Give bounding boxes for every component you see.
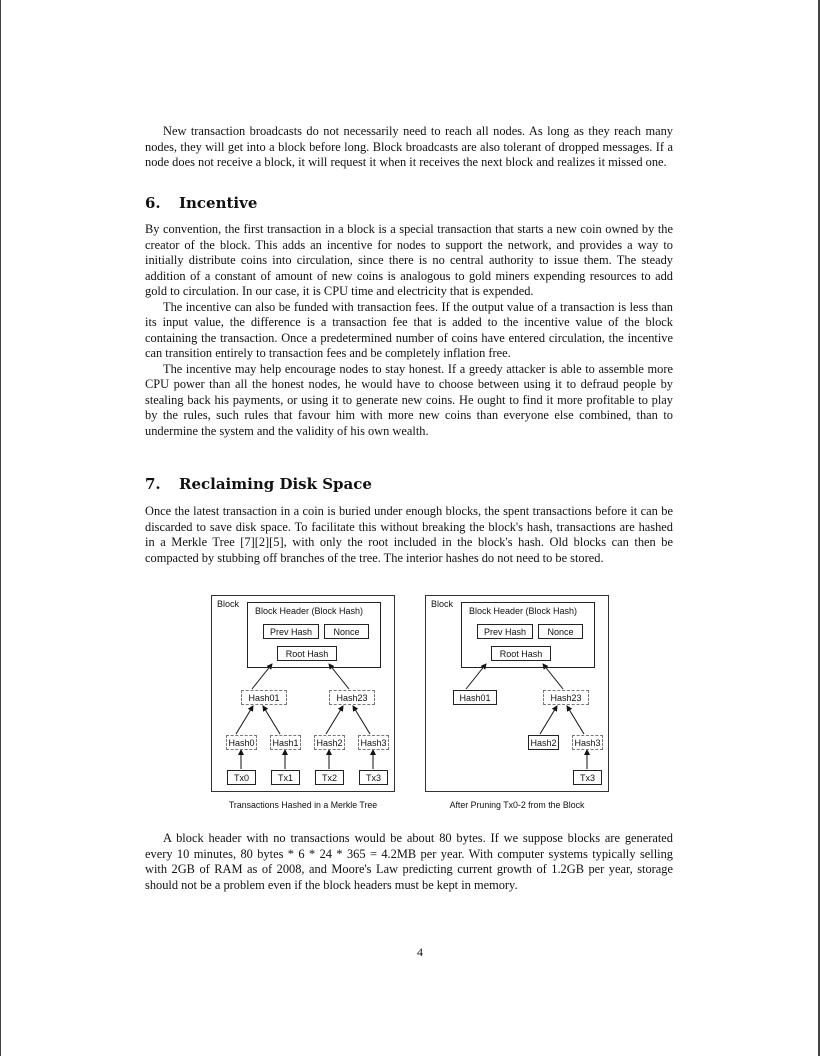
section-body-reclaiming-disk-space (145, 504, 673, 566)
section-number: 7. (145, 475, 161, 493)
root-hash-box: Root Hash (277, 646, 337, 661)
hash2-box: Hash2 (314, 735, 345, 750)
prev-hash-box: Prev Hash (263, 624, 319, 639)
tx0-box: Tx0 (227, 770, 256, 785)
section-title: Incentive (179, 194, 258, 212)
hash0-box: Hash0 (226, 735, 257, 750)
tx1-box: Tx1 (271, 770, 300, 785)
block-header-label: Block Header (Block Hash) (469, 606, 578, 616)
nonce-box: Nonce (324, 624, 369, 639)
section-heading-reclaiming-disk-space (145, 475, 372, 493)
section-title: Reclaiming Disk Space (179, 475, 372, 493)
pruned-merkle-tree-diagram (425, 595, 609, 792)
hash01-box: Hash01 (241, 690, 287, 705)
figure-caption-left: Transactions Hashed in a Merkle Tree (228, 800, 378, 810)
hash2-box: Hash2 (528, 735, 559, 750)
merkle-tree-diagram (211, 595, 395, 792)
tx3-box: Tx3 (573, 770, 602, 785)
hash01-box: Hash01 (453, 690, 497, 705)
paragraph: By convention, the first transaction in a block is a special transaction that starts a new coin owned by the creator of the block. This adds an incentive for nodes to support the network, and provides a way to initially distribute coins into circulation, since there is no central authority to issue them. The steady addition of a constant of amount of new coins is analogous to gold miners expending resources to add gold to circulation. In our case, it is CPU time and electricity that is expended. (145, 222, 673, 298)
nonce-box: Nonce (538, 624, 583, 639)
paragraph: A block header with no transactions would be about 80 bytes. If we suppose blocks are generated every 10 minutes, 80 bytes * 6 * 24 * 365 = 4.2MB per year. With computer systems typically selling with 2GB of RAM as of 2008, and Moore's Law predicting current growth of 1.2GB per year, storage should not be a problem even if the block headers must be kept in memory. (145, 831, 673, 892)
section-body-incentive (145, 222, 673, 439)
root-hash-box: Root Hash (491, 646, 551, 661)
hash3-box: Hash3 (572, 735, 603, 750)
hash23-box: Hash23 (329, 690, 375, 705)
block-label: Block (217, 599, 240, 609)
prev-hash-box: Prev Hash (477, 624, 533, 639)
paragraph: The incentive may help encourage nodes to stay honest. If a greedy attacker is able to assemble more CPU power than all the honest nodes, he would have to choose between using it to defraud people by stealing back his payments, or using it to generate new coins. He ought to find it more profitable to play by the rules, such rules that favour him with more new coins than everyone else combined, than to undermine the system and the validity of his own wealth. (145, 361, 673, 438)
tx2-box: Tx2 (315, 770, 344, 785)
block-header-label: Block Header (Block Hash) (255, 606, 364, 616)
page-number: 4 (417, 945, 423, 959)
paragraph: The incentive can also be funded with transaction fees. If the output value of a transaction is less than its input value, the difference is a transaction fee that is added to the incentive value of the block containing the transaction. Once a predetermined number of coins have entered circulation, the incentive can transition entirely to transaction fees and be completely inflation free. (145, 299, 673, 360)
intro-paragraph: New transaction broadcasts do not necessarily need to reach all nodes. As long as they reach many nodes, they will get into a block before long. Block broadcasts are also tolerant of dropped messages. If a node does not receive a block, it will request it when it receives the next block and realizes it missed one. (145, 124, 673, 169)
section-number: 6. (145, 194, 161, 212)
section-heading-incentive (145, 194, 257, 212)
hash23-box: Hash23 (543, 690, 589, 705)
block-label: Block (431, 599, 454, 609)
section-body-after-figure (145, 831, 673, 893)
viewer-edge-left (0, 0, 1, 1056)
tx3-box: Tx3 (359, 770, 388, 785)
figure-caption-right: After Pruning Tx0-2 from the Block (449, 800, 585, 810)
intro-section (145, 124, 673, 171)
hash3-box: Hash3 (358, 735, 389, 750)
hash1-box: Hash1 (270, 735, 301, 750)
paragraph: Once the latest transaction in a coin is buried under enough blocks, the spent transactions before it can be discarded to save disk space. To facilitate this without breaking the block's hash, transactions are hashed in a Merkle Tree [7][2][5], with only the root included in the block's hash. Old blocks can then be compacted by stubbing off branches of the tree. The interior hashes do not need to be stored. (145, 504, 673, 565)
